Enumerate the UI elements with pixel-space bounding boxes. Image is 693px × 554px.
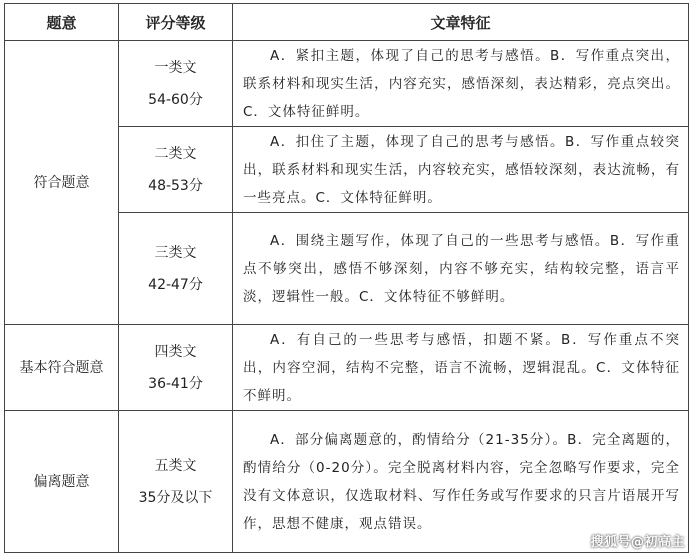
feature-cell [233,213,689,325]
feature-text: A．紧扣主题，体现了自己的思考与感悟。B．写作重点突出，联系材料和现实生活，内容充实，感悟深刻，表达精彩，亮点突出。C．文体特征鲜明。 [243,47,680,120]
grade-label: 三类文 [154,244,197,261]
feature-text: A．部分偏离题意的，酌情给分（21-35分）。B．完全离题的，酌情给分（0-20分）。完全脱离材料内容，完全忽略写作要求，完全没有文体意识，仅选取材料、写作任务或写作要求的只言片语展开写作，思想不健康，观点错误。 [243,431,680,532]
score-range: 48-53分 [148,177,203,194]
grade-cell [119,325,233,411]
score-range: 54-60分 [148,91,203,108]
category-cell: 基本符合题意 [5,325,119,411]
grade-cell [119,41,233,127]
feature-text: A．扣住了主题，体现了自己的思考与感悟。B．写作重点较突出，联系材料和现实生活，内容较充实，感悟较深刻，表达流畅，有一些亮点。C．文体特征鲜明。 [243,133,680,206]
watermark: 搜狐号@初高主 [590,535,685,550]
header-grade: 评分等级 [119,4,233,41]
score-range: 42-47分 [148,276,203,293]
header-features: 文章特征 [233,4,689,41]
table-header-row [5,4,689,41]
feature-text: A．有自己的一些思考与感悟，扣题不紧。B．写作重点不突出，内容空洞，结构不完整，语言不流畅，逻辑混乱。C．文体特征不鲜明。 [243,331,680,404]
grade-cell [119,213,233,325]
table-row [5,411,689,553]
category-cell: 符合题意 [5,41,119,325]
grade-label: 四类文 [154,343,197,360]
header-topic: 题意 [5,4,119,41]
grade-label: 一类文 [154,59,197,76]
feature-cell [233,325,689,411]
grade-label: 二类文 [154,145,197,162]
table-row [5,325,689,411]
score-range: 35分及以下 [138,489,213,506]
grade-cell [119,411,233,553]
feature-cell [233,127,689,213]
table-row [5,41,689,127]
grade-cell [119,127,233,213]
grade-label: 五类文 [154,457,197,474]
grading-table [4,3,689,553]
score-range: 36-41分 [148,375,203,392]
feature-cell [233,41,689,127]
category-cell: 偏离题意 [5,411,119,553]
feature-text: A．围绕主题写作，体现了自己的一些思考与感悟。B．写作重点不够突出，感悟不够深刻，内容不够充实，结构较完整，语言平淡，逻辑性一般。C．文体特征不够鲜明。 [243,232,680,305]
